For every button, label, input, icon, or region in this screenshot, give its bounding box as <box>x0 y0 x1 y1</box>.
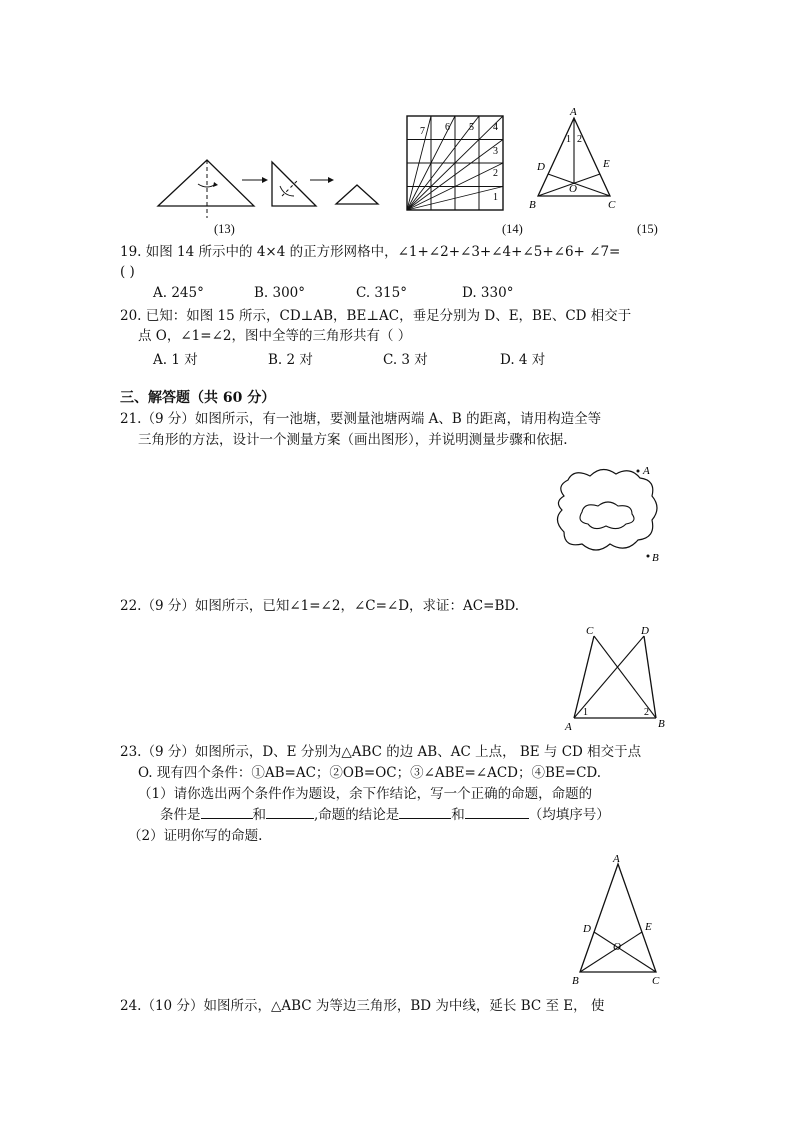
fig14-num-1: 1 <box>493 192 498 203</box>
q23-line-2: O. 现有四个条件：①AB=AC；②OB=OC；③∠ABE=∠ACD；④BE=CD. <box>138 765 602 781</box>
fig13-label: (13) <box>214 222 235 236</box>
fig13-arrowhead <box>213 182 218 187</box>
q23-label-e: E <box>645 921 652 933</box>
q23-and-1: 和 <box>252 807 266 823</box>
q23-label-b: B <box>572 975 579 987</box>
q23-blank-1[interactable] <box>201 804 253 819</box>
q23-line-4 <box>160 804 610 825</box>
q22-drawing <box>560 624 670 734</box>
fig14-num-6: 6 <box>445 122 450 133</box>
q22-label-b: B <box>658 718 665 730</box>
q20-option-d: D. 4 对 <box>500 352 546 368</box>
q19-option-b: B. 300° <box>254 285 306 301</box>
q23-blank-4[interactable] <box>465 804 529 819</box>
q23-segment-cd <box>594 932 656 972</box>
q21-line-2: 三角形的方法，设计一个测量方案（画出图形），并说明测量步骤和依据. <box>138 432 568 448</box>
q23-label-a: A <box>613 853 620 865</box>
fig14-label: (14) <box>502 222 523 236</box>
q20-option-c: C. 3 对 <box>383 352 428 368</box>
fig15-label-a: A <box>570 106 577 118</box>
q21-pond-drawing <box>552 462 662 568</box>
q24-line-1: 24.（10 分）如图所示，△ABC 为等边三角形，BD 为中线，延长 BC 至 E， 使 <box>120 998 605 1014</box>
q22-figure <box>560 624 670 734</box>
fig15-angle-2: 2 <box>577 134 582 145</box>
fig14-num-5: 5 <box>469 122 474 133</box>
q23-label-o: O <box>613 941 621 953</box>
figure-13-drawing <box>150 150 390 220</box>
fig15-angle-1: 1 <box>566 134 571 145</box>
fig15-label-d: D <box>537 161 545 173</box>
q23-conclusion-text: ,命题的结论是 <box>314 807 400 823</box>
q21-line-1: 21.（9 分）如图所示，有一池塘，要测量池塘两端 A、B 的距离，请用构造全等 <box>120 411 602 427</box>
figure-14 <box>405 114 507 214</box>
q19-option-c: C. 315° <box>356 285 407 301</box>
fig13-fold-line-2 <box>282 180 298 196</box>
fig13-triangle-1 <box>158 160 254 206</box>
q22-label-d: D <box>641 625 649 637</box>
fig13-triangle-2 <box>272 162 316 206</box>
figure-15 <box>524 104 634 214</box>
q23-label-c: C <box>652 975 660 987</box>
q21-pond-figure <box>552 462 662 568</box>
fig15-label-o: O <box>569 183 577 195</box>
q21-point-a-dot <box>637 470 640 473</box>
q20-option-a: A. 1 对 <box>153 352 198 368</box>
q19-option-d: D. 330° <box>462 285 514 301</box>
q19-line-2: ( ) <box>120 264 135 280</box>
q23-drawing <box>568 850 668 988</box>
q23-condition-text: 条件是 <box>160 807 201 823</box>
q23-line-3: （1）请你选出两个条件作为题设，余下作结论，写一个正确的命题，命题的 <box>138 786 593 802</box>
q23-and-2: 和 <box>451 807 465 823</box>
q22-angle-1: 1 <box>583 707 588 718</box>
figure-14-drawing <box>405 114 507 214</box>
fig14-num-7: 7 <box>420 126 425 137</box>
q22-segment-bc <box>594 636 656 718</box>
section-3-heading: 三、解答题（共 60 分） <box>120 390 276 406</box>
q22-label-c: C <box>586 625 594 637</box>
q20-option-b: B. 2 对 <box>268 352 313 368</box>
q22-label-a: A <box>565 721 572 733</box>
q23-line-5: （2）证明你写的命题. <box>128 828 263 844</box>
q21-pond-inner <box>580 502 634 529</box>
fig14-num-3: 3 <box>493 146 498 157</box>
q23-segment-be <box>580 932 642 972</box>
q23-blank-3[interactable] <box>399 804 451 819</box>
figure-15-drawing <box>524 104 634 214</box>
fig14-num-2: 2 <box>493 168 498 179</box>
q22-line-1: 22.（9 分）如图所示，已知∠1=∠2，∠C=∠D，求证：AC=BD. <box>120 598 519 614</box>
q23-note: （均填序号） <box>528 807 610 823</box>
figure-13 <box>150 150 390 220</box>
q23-line-1: 23.（9 分）如图所示，D、E 分别为△ABC 的边 AB、AC 上点， BE 与 CD 相交于点 <box>120 744 642 760</box>
q23-figure <box>568 850 668 988</box>
q23-triangle-abc <box>580 864 656 972</box>
fig13-arrow-1-head <box>262 177 268 183</box>
q19-option-a: A. 245° <box>153 285 204 301</box>
q23-blank-2[interactable] <box>266 804 314 819</box>
q21-point-b-dot <box>647 555 650 558</box>
fig15-label: (15) <box>637 222 658 236</box>
q20-line-1: 20. 已知：如图 15 所示，CD⊥AB，BE⊥AC，垂足分别为 D、E，BE、CD 相交于 <box>120 308 632 324</box>
fig13-triangle-3 <box>336 185 378 204</box>
q19-line-1: 19. 如图 14 所示中的 4×4 的正方形网格中，∠1+∠2+∠3+∠4+∠5+∠6+ ∠7= <box>120 244 621 260</box>
fig13-arrow-2-head <box>328 177 334 183</box>
q20-line-2: 点 O，∠1=∠2，图中全等的三角形共有（ ） <box>138 328 412 344</box>
q22-segment-bd <box>644 636 656 718</box>
q21-label-b: B <box>652 552 659 564</box>
q21-label-a: A <box>643 465 650 477</box>
fig15-label-c: C <box>608 199 616 211</box>
fig15-label-e: E <box>603 158 610 170</box>
q21-pond-outer <box>557 469 657 550</box>
fig15-label-b: B <box>529 199 536 211</box>
fig14-num-4: 4 <box>493 122 498 133</box>
q22-angle-2: 2 <box>644 707 649 718</box>
q23-label-d: D <box>583 923 591 935</box>
